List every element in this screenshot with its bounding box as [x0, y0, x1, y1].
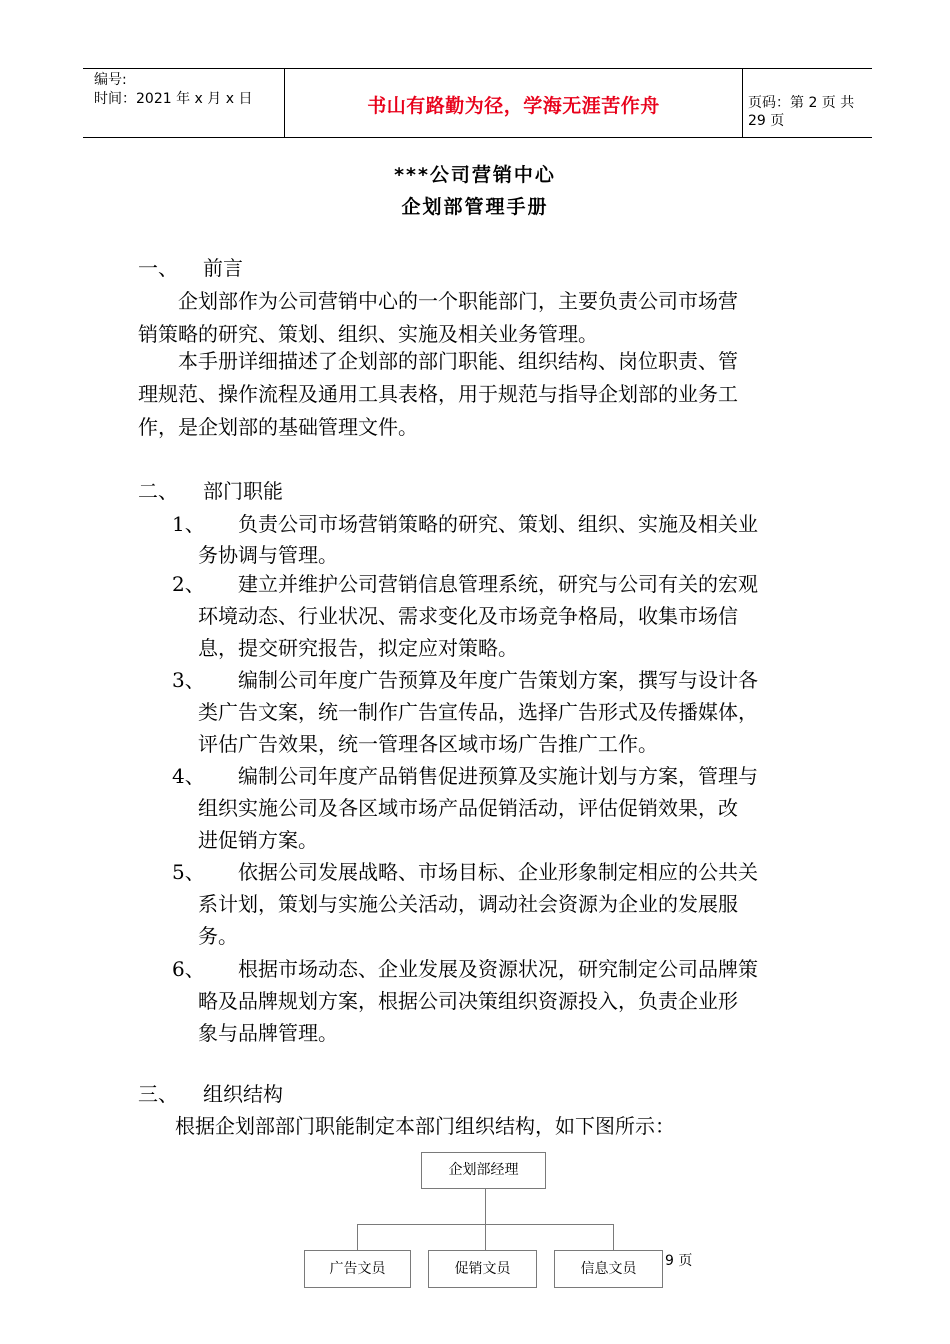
org-connector-right [613, 1224, 614, 1250]
section3-number: 三、 [138, 1082, 178, 1106]
section3-heading: 组织结构 [203, 1082, 283, 1106]
header-motto: 书山有路勤为径，学海无涯苦作舟 [367, 95, 660, 117]
header-right-cell [742, 69, 872, 137]
duty-item-line: 象与品牌管理。 [198, 1021, 338, 1045]
section1-p1-line2: 销策略的研究、策划、组织、实施及相关业务管理。 [138, 322, 598, 346]
section1-p1-line1: 企划部作为公司营销中心的一个职能部门，主要负责公司市场营 [178, 289, 738, 313]
section2-heading: 部门职能 [203, 479, 283, 503]
duty-item-line: 负责公司市场营销策略的研究、策划、组织、实施及相关业 [238, 512, 758, 536]
duty-item-line: 类广告文案，统一制作广告宣传品，选择广告形式及传播媒体， [198, 700, 758, 724]
duty-item-number: 3、 [172, 668, 205, 692]
document-header [83, 68, 872, 138]
document-title-line1: ***公司营销中心 [394, 164, 556, 186]
duty-item-line: 编制公司年度产品销售促进预算及实施计划与方案，管理与 [238, 764, 758, 788]
org-node-manager: 企划部经理 [421, 1152, 546, 1189]
org-node-promo-clerk: 促销文员 [428, 1250, 537, 1288]
duty-item-number: 5、 [172, 860, 205, 884]
org-connector-middle [485, 1224, 486, 1250]
footer-page-fragment: 9 页 [665, 1253, 693, 1269]
duty-item-line: 建立并维护公司营销信息管理系统，研究与公司有关的宏观 [238, 572, 758, 596]
duty-item-line: 编制公司年度广告预算及年度广告策划方案，撰写与设计各 [238, 668, 758, 692]
duty-item-line: 务协调与管理。 [198, 543, 338, 567]
duty-item-line: 略及品牌规划方案，根据公司决策组织资源投入，负责企业形 [198, 989, 738, 1013]
duty-item-number: 1、 [172, 512, 205, 536]
document-title-line2: 企划部管理手册 [401, 196, 549, 218]
page-info: 页码：第 2 页 共 29 页 [748, 95, 855, 129]
section1-p2-line3: 作，是企划部的基础管理文件。 [138, 415, 418, 439]
duty-item-line: 环境动态、行业状况、需求变化及市场竞争格局，收集市场信 [198, 604, 738, 628]
org-node-info-clerk: 信息文员 [554, 1250, 663, 1288]
duty-item-line: 进促销方案。 [198, 828, 318, 852]
duty-item-line: 依据公司发展战略、市场目标、企业形象制定相应的公共关 [238, 860, 758, 884]
section1-heading: 前言 [203, 256, 243, 280]
duty-item-number: 6、 [172, 957, 205, 981]
duty-item-line: 系计划，策划与实施公关活动，调动社会资源为企业的发展服 [198, 892, 738, 916]
header-left-cell [83, 69, 284, 137]
duty-item-line: 评估广告效果，统一管理各区域市场广告推广工作。 [198, 732, 658, 756]
org-node-ad-clerk: 广告文员 [304, 1250, 411, 1288]
section1-p2-line1: 本手册详细描述了企划部的部门职能、组织结构、岗位职责、管 [178, 349, 738, 373]
header-middle-cell [284, 69, 743, 137]
duty-item-line: 根据市场动态、企业发展及资源状况，研究制定公司品牌策 [238, 957, 758, 981]
section1-number: 一、 [138, 256, 178, 280]
org-connector-vertical [485, 1189, 486, 1224]
duty-item-number: 4、 [172, 764, 205, 788]
section3-intro: 根据企划部部门职能制定本部门组织结构，如下图所示： [175, 1114, 675, 1138]
time-label: 时间：2021 年 x 月 x 日 [94, 91, 253, 107]
duty-item-line: 息，提交研究报告，拟定应对策略。 [198, 636, 518, 660]
duty-item-line: 组织实施公司及各区域市场产品促销活动，评估促销效果，改 [198, 796, 738, 820]
duty-item-line: 务。 [198, 924, 238, 948]
section1-p2-line2: 理规范、操作流程及通用工具表格，用于规范与指导企划部的业务工 [138, 382, 738, 406]
section2-number: 二、 [138, 479, 178, 503]
number-label: 编号: [94, 72, 127, 88]
org-connector-left [357, 1224, 358, 1250]
duty-item-number: 2、 [172, 572, 205, 596]
